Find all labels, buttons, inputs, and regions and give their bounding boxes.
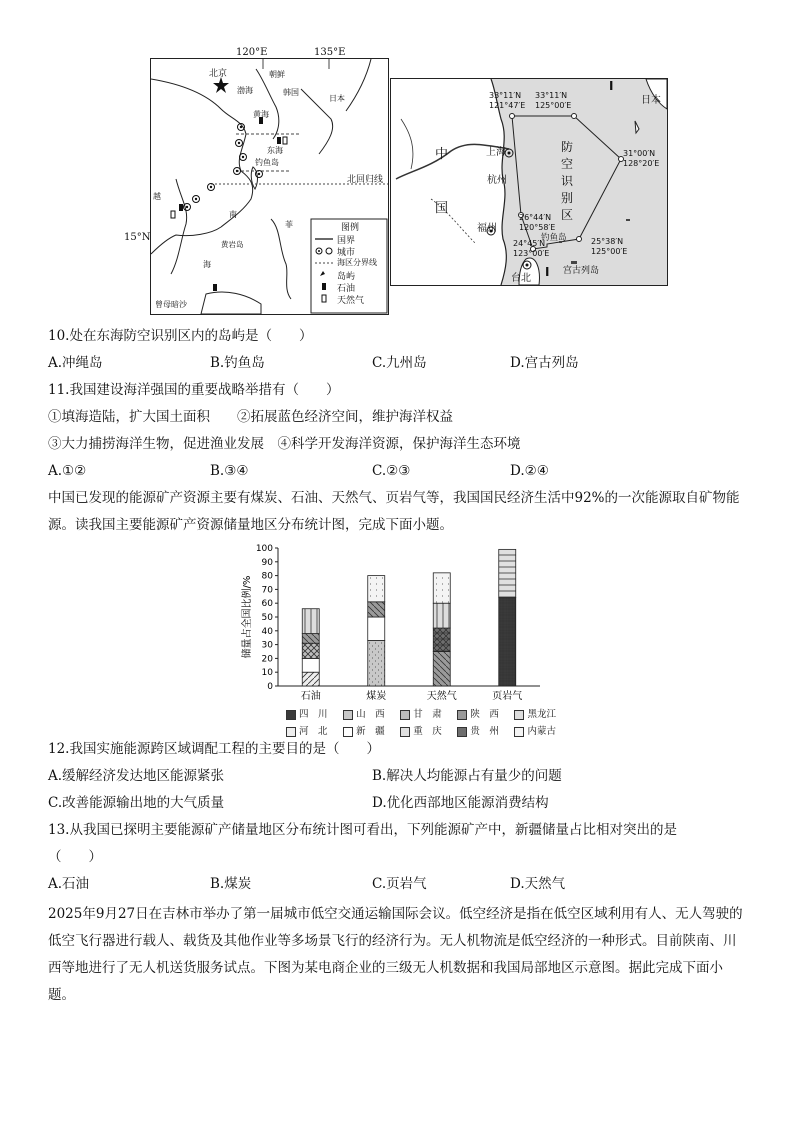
legend-label: 河 北 — [299, 726, 328, 737]
east-asia-map — [150, 58, 389, 315]
legend-item — [286, 723, 328, 737]
legend-label: 甘 肃 — [413, 709, 442, 720]
map-label-yellow-sea: 黄海 — [253, 110, 269, 119]
legend-title: 图例 — [341, 223, 360, 233]
q11-option-a[interactable]: A.①② — [48, 463, 87, 479]
q10-option-d[interactable]: D.宫古列岛 — [510, 355, 579, 371]
x-tick-label: 天然气 — [426, 691, 457, 702]
y-tick-label: 50 — [261, 613, 273, 623]
q12-option-a[interactable]: A.缓解经济发达地区能源紧张 — [48, 768, 225, 784]
bar-segment — [302, 658, 319, 672]
legend-city: 城市 — [337, 248, 356, 258]
map-label-korea-north: 朝鲜 — [269, 70, 285, 79]
map-label-vietnam: 越 — [153, 192, 161, 201]
marker-bottom: I — [545, 265, 550, 279]
q10-option-b[interactable]: B.钓鱼岛 — [210, 355, 265, 371]
energy-intro: 中国已发现的能源矿产资源主要有煤炭、石油、天然气、页岩气等，我国国民经济生活中92%的一次能源取自矿物能源。读我国主要能源矿产资源储量地区分布统计图，完成下面小题。 — [48, 490, 740, 533]
y-tick-label: 100 — [255, 544, 273, 554]
y-tick-label: 20 — [261, 654, 273, 665]
y-tick-label: 80 — [261, 571, 273, 582]
q11-option-c[interactable]: C.②③ — [372, 463, 411, 479]
q13-option-b[interactable]: B.煤炭 — [210, 876, 252, 892]
y-tick-label: 30 — [261, 640, 273, 651]
legend-label: 重 庆 — [413, 726, 442, 737]
legend-item — [457, 723, 499, 737]
legend-item — [343, 723, 385, 737]
map-label-diaoyu: 钓鱼岛 — [255, 158, 279, 167]
legend-swatch — [343, 727, 353, 737]
coord-5: 25°38′N 125°00′E — [591, 237, 628, 256]
label-diaoyu: 钓鱼岛 — [541, 233, 567, 243]
legend-item — [514, 723, 556, 737]
legend-label: 四 川 — [299, 709, 328, 720]
label-shanghai: 上海 — [486, 147, 506, 158]
tropic-label: 北回归线 — [347, 175, 384, 185]
q13-stem-2: （ ） — [48, 849, 102, 865]
coord-3: 31°00′N 128°20′E — [623, 149, 660, 168]
legend-sea-boundary: 海区分界线 — [337, 258, 377, 267]
map-label-zengmu: 曾母暗沙 — [155, 300, 187, 309]
q10-stem: 10.处在东海防空识别区内的岛屿是（ ） — [48, 328, 313, 344]
bar-segment — [499, 549, 516, 597]
legend-label: 新 疆 — [356, 726, 385, 737]
beijing-label: 北京 — [209, 69, 228, 79]
bar-segment — [499, 598, 516, 686]
legend-row-2 — [286, 723, 556, 737]
label-hangzhou: 杭州 — [487, 175, 507, 186]
q11-stem: 11.我国建设海洋强国的重要战略举措有（ ） — [48, 382, 340, 398]
label-fuzhou: 福州 — [477, 223, 497, 234]
bar-segment — [368, 576, 385, 602]
label-adiz: 防空识别区 — [561, 140, 574, 222]
map-label-philippines: 菲 — [285, 220, 293, 229]
label-miyako: 宫古列岛 — [563, 266, 600, 276]
legend-label: 山 西 — [356, 709, 385, 720]
legend-swatch — [286, 710, 296, 720]
bar-segment — [302, 672, 319, 686]
map-label-south: 南 — [229, 210, 237, 219]
legend-swatch — [400, 710, 410, 720]
q11-option-b[interactable]: B.③④ — [210, 463, 249, 479]
legend-item — [514, 706, 556, 720]
legend-swatch — [286, 727, 296, 737]
x-tick-label: 煤炭 — [366, 691, 387, 702]
legend-item — [343, 706, 385, 720]
x-tick-label: 石油 — [300, 691, 321, 702]
bar-segment — [368, 602, 385, 617]
bar-segment — [368, 640, 385, 686]
bar-segment — [433, 652, 450, 687]
low-altitude-intro: 2025年9月27日在吉林市举办了第一届城市低空交通运输国际会议。低空经济是指在低空区域利用有人、无人驾驶的低空飞行器进行载人、载货及其他作业等多场景飞行的经济行为。无人机物流是低空经济的一种形式。目前陕南、川西等地进行了无人机送货服务试点。下图为某电商企业的三级无人机数据和我国局部地区示意图。据此完成下面小题。 — [48, 906, 743, 1003]
coord-1: 33°11′N 121°47′E — [489, 91, 526, 110]
lat-15-label: 15°N — [124, 232, 151, 243]
q12-option-d[interactable]: D.优化西部地区能源消费结构 — [372, 795, 549, 811]
legend-swatch — [514, 727, 524, 737]
legend-island: 岛屿 — [337, 272, 356, 282]
legend-swatch — [514, 710, 524, 720]
legend-label: 陕 西 — [470, 709, 499, 720]
y-tick-label: 40 — [261, 626, 273, 637]
map-label-korea: 韩国 — [283, 88, 299, 97]
map-label-east-sea: 东海 — [267, 146, 283, 155]
y-tick-label: 10 — [261, 668, 273, 679]
lon-120-label: 120°E — [236, 47, 268, 58]
y-tick-label: 0 — [267, 682, 273, 692]
bar-segment — [302, 609, 319, 634]
q13-option-c[interactable]: C.页岩气 — [372, 876, 427, 892]
y-tick-label: 90 — [261, 557, 273, 568]
legend-item — [457, 706, 499, 720]
label-china-1: 中 — [435, 147, 449, 162]
bar-segment — [433, 573, 450, 603]
q13-stem: 13.从我国已探明主要能源矿产储量地区分布统计图可看出，下列能源矿产中，新疆储量占比相对突出的是 — [48, 822, 677, 838]
legend-swatch — [400, 727, 410, 737]
q11-items-2: ③大力捕捞海洋生物，促进渔业发展 ④科学开发海洋资源，保护海洋生态环境 — [48, 436, 521, 452]
lon-135-label: 135°E — [314, 47, 346, 58]
q12-option-c[interactable]: C.改善能源输出地的大气质量 — [48, 795, 225, 811]
legend-oil: 石油 — [337, 284, 356, 294]
legend-label: 黑龙江 — [527, 709, 556, 720]
coord-6: 24°45′N 123°00′E — [513, 239, 550, 258]
q11-option-d[interactable]: D.②④ — [510, 463, 549, 479]
legend-row-1 — [286, 706, 556, 720]
legend-item — [286, 706, 328, 720]
q12-stem: 12.我国实施能源跨区域调配工程的主要目的是（ ） — [48, 741, 380, 757]
legend-border: 国界 — [337, 236, 356, 246]
y-axis-label: 储量占全国比例/% — [242, 575, 253, 659]
coord-2: 33°11′N 125°00′E — [535, 91, 572, 110]
bar-segment — [433, 603, 450, 628]
bar-segment — [368, 617, 385, 640]
legend-swatch — [457, 710, 467, 720]
legend-label: 内蒙古 — [527, 726, 556, 737]
bar-segment — [433, 628, 450, 651]
q10-option-a[interactable]: A.冲绳岛 — [48, 355, 103, 371]
q12-option-b[interactable]: B.解决人均能源占有量少的问题 — [372, 768, 562, 784]
y-tick-label: 60 — [261, 599, 273, 610]
air-defense-zone-map — [390, 78, 668, 286]
y-tick-label: 70 — [261, 585, 273, 596]
q10-option-c[interactable]: C.九州岛 — [372, 355, 427, 371]
legend-swatch — [457, 727, 467, 737]
marker-top: I — [609, 79, 614, 93]
chart-legend — [286, 706, 556, 737]
x-tick-label: 页岩气 — [492, 691, 523, 702]
legend-swatch — [343, 710, 353, 720]
legend-item — [400, 706, 442, 720]
label-china-2: 国 — [435, 201, 449, 216]
legend-gas: 天然气 — [337, 296, 365, 306]
coord-4: 26°44′N 120°58′E — [519, 213, 556, 232]
map-label-sea: 海 — [203, 260, 211, 269]
label-japan: 日本 — [641, 95, 661, 106]
map-label-huangyan: 黄岩岛 — [221, 240, 244, 249]
q13-option-a[interactable]: A.石油 — [48, 876, 90, 892]
label-taibei: 台北 — [511, 273, 531, 284]
legend-item — [400, 723, 442, 737]
bar-segment — [302, 634, 319, 644]
map-label-japan: 日本 — [329, 94, 345, 103]
bar-segment — [302, 643, 319, 658]
map-label-bohai: 渤海 — [237, 86, 253, 95]
q13-option-d[interactable]: D.天然气 — [510, 876, 566, 892]
legend-label: 贵 州 — [470, 726, 499, 737]
q11-items-1: ①填海造陆，扩大国土面积 ②拓展蓝色经济空间，维护海洋权益 — [48, 409, 453, 425]
